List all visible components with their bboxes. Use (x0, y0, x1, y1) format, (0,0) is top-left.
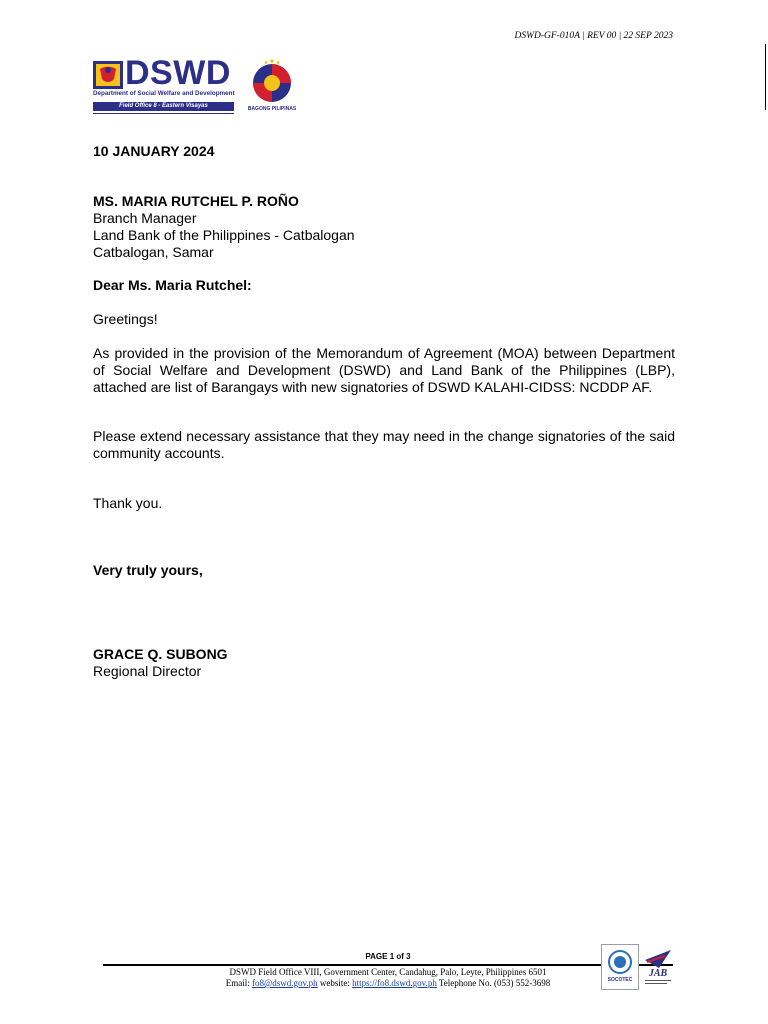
email-label: Email: (225, 978, 250, 988)
recipient-block (93, 193, 675, 261)
edge-line (765, 44, 766, 110)
footer-divider (103, 964, 673, 966)
letter-date: 10 JANUARY 2024 (93, 143, 215, 159)
logo-wordmark: DSWD (125, 54, 231, 92)
dswd-emblem-icon (92, 60, 124, 90)
form-code: DSWD-GF-010A | REV 00 | 22 SEP 2023 (514, 31, 673, 41)
logo-subtitle: Department of Social Welfare and Development (93, 90, 235, 97)
recipient-name: MS. MARIA RUTCHEL P. ROÑO (93, 193, 299, 209)
salutation: Dear Ms. Maria Rutchel: (93, 277, 252, 293)
logo-office-bar: Field Office 8 - Eastern Visayas (93, 102, 234, 111)
website-label: website: (319, 978, 350, 988)
signer-title: Regional Director (93, 663, 202, 679)
socotec-certification-icon (601, 944, 639, 990)
footer-address (103, 967, 673, 989)
dswd-logo (92, 54, 237, 114)
recipient-title: Branch Manager (93, 210, 197, 226)
recipient-organization: Land Bank of the Philippines - Catbalogan (93, 227, 355, 243)
signature-block (93, 646, 675, 680)
footer-contact-line (103, 978, 673, 989)
cert2-label: JAB (648, 968, 668, 979)
page-number: PAGE 1 of 3 (365, 952, 411, 961)
logo-underline (93, 113, 234, 114)
signer-name: GRACE Q. SUBONG (93, 646, 228, 662)
seal-text: BAGONG PILIPINAS (247, 106, 297, 112)
thank-you: Thank you. (93, 495, 163, 511)
recipient-address: Catbalogan, Samar (93, 244, 214, 260)
closing: Very truly yours, (93, 562, 203, 578)
jab-accreditation-icon (641, 946, 675, 990)
telephone: Telephone No. (053) 552-3698 (438, 978, 551, 988)
bagong-pilipinas-seal-icon (245, 58, 299, 112)
body-paragraph-2: Please extend necessary assistance that they may need in the change signatories of the said community accounts. (93, 428, 675, 461)
body-paragraph-1: As provided in the provision of the Memorandum of Agreement (MOA) between Department of Social Welfare and Development (DSWD) and Land Bank of the Philippines (LBP), attached are list of Barangays with new signatories of DSWD KALAHI-CIDSS: NCDDP AF. (93, 345, 675, 395)
greeting: Greetings! (93, 311, 158, 327)
website-link[interactable]: https://fo8.dswd.gov.ph (352, 978, 437, 988)
email-link[interactable]: fo8@dswd.gov.ph (251, 978, 318, 988)
footer-address-line: DSWD Field Office VIII, Government Center, Candahug, Palo, Leyte, Philippines 6501 (229, 967, 547, 977)
cert1-label: SOCOTEC (607, 977, 633, 983)
